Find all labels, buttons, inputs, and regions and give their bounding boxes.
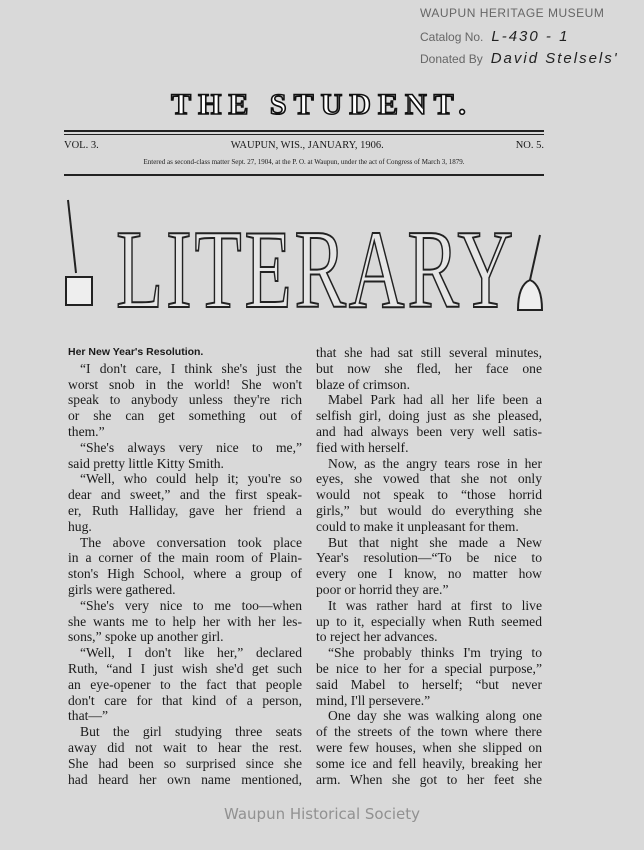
- place-date: WAUPUN, WIS., JANUARY, 1906.: [230, 140, 384, 151]
- text-line: It was rather hard at first to live: [328, 597, 542, 613]
- text-line: don't care for that kind of a person,: [68, 692, 302, 708]
- text-line: poor or horrid they are.”: [316, 581, 449, 597]
- text-line: or she can get something out of: [68, 408, 302, 424]
- catalog-label: Catalog No.: [420, 30, 484, 44]
- text-line: blaze of crimson.: [316, 376, 410, 392]
- text-line: “I don't care, I think she's just the: [80, 360, 302, 376]
- text-line: Ruth, “and I just wish she'd get such: [68, 660, 302, 676]
- text-line: arm. When she got to her feet she: [316, 771, 542, 787]
- text-line: She had been so surprised since she: [68, 755, 302, 771]
- text-line: But the girl studying three seats: [80, 724, 302, 740]
- divider: [64, 174, 544, 176]
- text-line: hug.: [68, 518, 92, 534]
- text-line: dear and sweet,” and the first speak-: [68, 487, 302, 503]
- text-line: mind, I'll persevere.”: [316, 692, 431, 708]
- text-line: girls,” but would do everything she: [316, 502, 542, 518]
- text-line: “She's always very nice to me,”: [80, 439, 302, 455]
- text-line: that she had sat still several minutes,: [316, 345, 542, 360]
- text-line: them.”: [68, 423, 105, 439]
- paragraph: [68, 361, 302, 440]
- text-line: every one I know, no matter how: [316, 566, 542, 582]
- catalog-value: L-430 - 1: [491, 28, 570, 45]
- text-line: Now, as the angry tears rose in her: [328, 455, 542, 471]
- paragraph: [316, 456, 542, 535]
- text-line: girls were gathered.: [68, 581, 176, 597]
- paragraph: [68, 535, 302, 598]
- donor-value: David Stelsels': [490, 50, 619, 67]
- text-line: sons,” spoke up another girl.: [68, 629, 224, 645]
- text-line: she wants me to help her with her les-: [68, 613, 302, 629]
- text-line: and had always been very well satis-: [316, 423, 542, 439]
- newspaper-title: THE STUDENT.: [171, 88, 473, 121]
- paragraph: [68, 440, 302, 472]
- text-line: ston's High School, where a group of: [68, 566, 302, 582]
- text-line: “Well, who could help it; you're so: [80, 471, 302, 487]
- text-line: in a corner of the main room of Plain-: [68, 550, 302, 566]
- text-line: said Mabel to herself; “but never: [316, 676, 542, 692]
- museum-name: WAUPUN HERITAGE MUSEUM: [420, 6, 605, 20]
- text-line: would not speak to “those horrid: [316, 487, 542, 503]
- text-line: away did not wait to hear the rest.: [68, 739, 302, 755]
- museum-stamp: [420, 6, 619, 72]
- text-line: eyes, she vowed that she not only: [316, 471, 542, 487]
- text-line: fied with herself.: [316, 439, 409, 455]
- postal-entry-notice: Entered as second-class matter Sept. 27, 1904, at the P. O. at Waupun, under the act of Congress of March 3, 1879.: [143, 158, 465, 166]
- article-column-left: [68, 345, 302, 787]
- article-column-right: [316, 345, 542, 787]
- paragraph: [316, 708, 542, 787]
- text-line: to reject her advances.: [316, 629, 438, 645]
- paragraph: [316, 345, 542, 392]
- text-line: some ice and fell heavily, breaking her: [316, 755, 542, 771]
- literary-section-title: LITERARY: [116, 208, 516, 332]
- paragraph: [316, 392, 542, 455]
- text-line: that—”: [68, 708, 109, 724]
- literary-illustration: [66, 195, 546, 332]
- ink-bottle-icon: [518, 235, 542, 310]
- paragraph: [68, 645, 302, 724]
- text-line: The above conversation took place: [80, 534, 302, 550]
- text-line: speak to anybody unless they're rich: [68, 392, 302, 408]
- text-line: Mabel Park had all her life been a: [328, 392, 542, 408]
- volume: VOL. 3.: [64, 140, 99, 151]
- divider: [64, 134, 544, 135]
- text-line: but now she fled, her face one: [316, 360, 542, 376]
- text-line: selfish girl, doing just as she pleased,: [316, 408, 542, 424]
- paragraph: [316, 598, 542, 645]
- donor-label: Donated By: [420, 52, 483, 66]
- text-line: One day she was walking along one: [328, 708, 542, 724]
- inkwell-icon: [66, 200, 92, 305]
- paragraph: [68, 471, 302, 534]
- article-heading: Her New Year's Resolution.: [68, 346, 204, 358]
- text-line: could to make it unpleasant for them.: [316, 518, 519, 534]
- text-line: “She's very nice to me too—when: [80, 597, 302, 613]
- text-line: of the streets of the town where there: [316, 724, 542, 740]
- watermark: Waupun Historical Society: [223, 805, 420, 823]
- text-line: be nice to her for a special purpose,”: [316, 660, 542, 676]
- text-line: said pretty little Kitty Smith.: [68, 455, 224, 471]
- text-line: But that night she made a New: [328, 534, 542, 550]
- text-line: “Well, I don't like her,” declared: [80, 645, 302, 661]
- text-line: up to it, especially when Ruth seemed: [316, 613, 542, 629]
- text-line: had heard her own name mentioned,: [68, 771, 302, 787]
- issue-number: NO. 5.: [515, 140, 544, 151]
- paragraph: [316, 535, 542, 598]
- text-line: an eye-opener to the fact that people: [68, 676, 302, 692]
- text-line: were few houses, when she slipped on: [316, 739, 542, 755]
- text-line: worst snob in the world! She won't: [68, 376, 302, 392]
- paragraph: [68, 598, 302, 645]
- paragraph: [68, 724, 302, 787]
- text-line: “She probably thinks I'm trying to: [328, 645, 542, 661]
- divider: [64, 130, 544, 132]
- issue-line: [64, 140, 544, 151]
- paragraph: [316, 645, 542, 708]
- text-line: er, Ruth Halliday, gave her friend a: [68, 502, 302, 518]
- text-line: Year's resolution—“To be nice to: [316, 550, 542, 566]
